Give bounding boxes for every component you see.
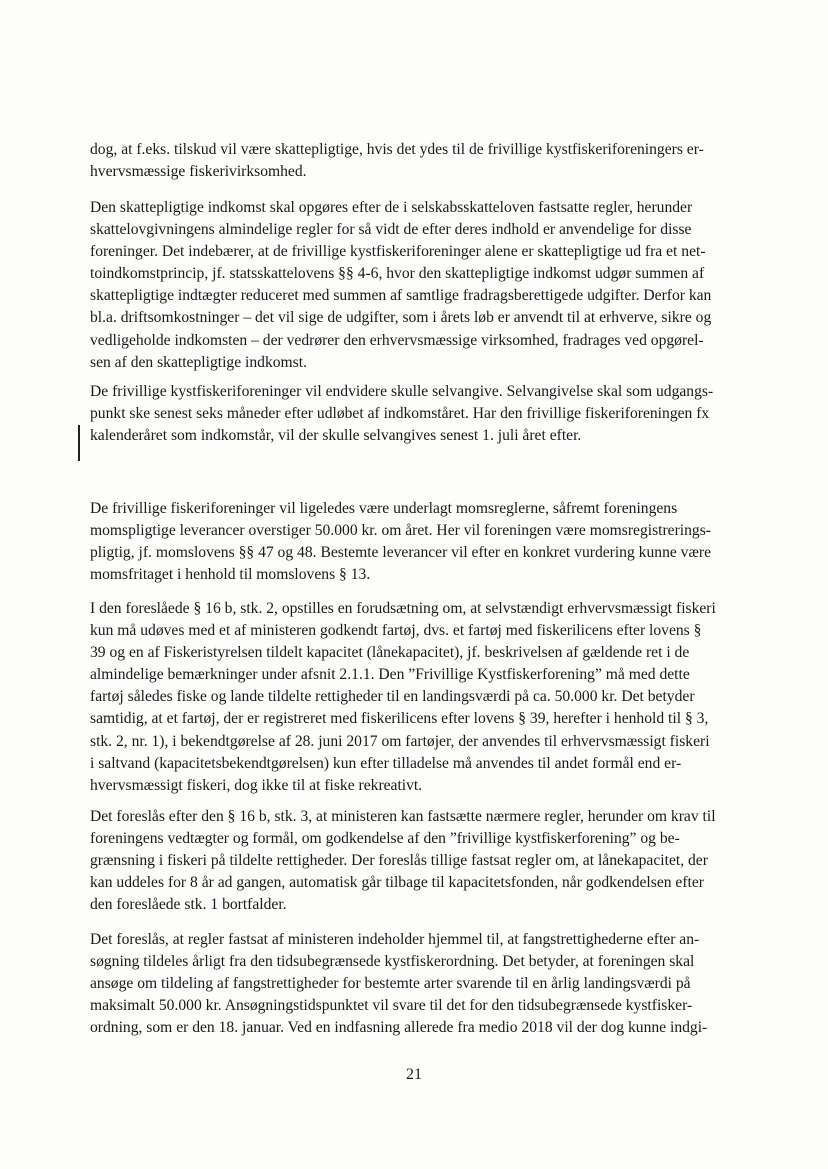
paragraph-moms bbox=[90, 498, 740, 586]
text-line: samtidig, at et fartøj, der er registreret med fiskerilicens efter lovens § 39, herefter i henhold til § 3, bbox=[90, 710, 709, 728]
text-line: ordning, som er den 18. januar. Ved en indfasning allerede fra medio 2018 vil der dog kunne indgi- bbox=[90, 1019, 708, 1037]
page-number: 21 bbox=[406, 1066, 422, 1083]
text-line: bl.a. driftsomkostninger – det vil sige de udgifter, som i årets løb er anvendt til at erhverve, sikre og bbox=[90, 309, 712, 327]
text-line: den foreslåede stk. 1 bortfalder. bbox=[90, 896, 287, 914]
text-line: dog, at f.eks. tilskud vil være skattepligtige, hvis det ydes til de frivillige kystfiskeriforeningers er- bbox=[90, 141, 704, 158]
text-line: hvervsmæssigt fiskeri, dog ikke til at fiske rekreativt. bbox=[90, 776, 423, 794]
text-line: De frivillige kystfiskeriforeninger vil endvidere skulle selvangive. Selvangivelse skal som udgangs- bbox=[90, 383, 714, 400]
paragraph-stk-2 bbox=[90, 598, 740, 797]
text-line: stk. 2, nr. 1), i bekendtgørelse af 28. juni 2017 om fartøjer, der anvendes til erhvervsmæssigt fiskeri bbox=[90, 732, 710, 750]
text-line: momspligtige leverancer overstiger 50.000 kr. om året. Her vil foreningen være momsregistrerings- bbox=[90, 522, 711, 540]
text-line: pligtig, jf. momslovens §§ 47 og 48. Bestemte leverancer vil efter en konkret vurdering kunne være bbox=[90, 544, 711, 562]
text-line: Det foreslås, at regler fastsat af ministeren indeholder hjemmel til, at fangstrettighederne efter an- bbox=[90, 931, 700, 948]
paragraph-fangstrettigheder bbox=[90, 929, 740, 1039]
text-line: Det foreslås efter den § 16 b, stk. 3, at ministeren kan fastsætte nærmere regler, herunder om krav til bbox=[90, 808, 716, 825]
text-line: skattelovgivningens almindelige regler for så vidt de efter deres indhold er anvendelige for disse bbox=[90, 221, 692, 239]
text-line: i saltvand (kapacitetsbekendtgørelsen) kun efter tilladelse må anvendes til andet formål end er- bbox=[90, 754, 682, 772]
text-line: ansøge om tildeling af fangstrettigheder for bestemte arter svarende til en årlig landingsværdi på bbox=[90, 975, 691, 993]
text-line: Den skattepligtige indkomst skal opgøres efter de i selskabsskatteloven fastsatte regler, herunder bbox=[90, 199, 693, 216]
text-line: grænsning i fiskeri på tildelte rettigheder. Der foreslås tillige fastsat regler om, at lånekapacitet, der bbox=[90, 852, 708, 870]
text-line: kalenderåret som indkomstår, vil der skulle selvangives senest 1. juli året efter. bbox=[90, 427, 582, 445]
text-line: 39 og en af Fiskeristyrelsen tildelt kapacitet (lånekapacitet), jf. beskrivelsen af gældende ret i de bbox=[90, 644, 690, 662]
paragraph-stk-3 bbox=[90, 806, 740, 916]
text-line: maksimalt 50.000 kr. Ansøgningstidspunktet vil svare til det for den tidsubegrænsede kystfisker- bbox=[90, 997, 693, 1015]
text-line: fartøj således fiske og lande tildelte rettigheder til en landingsværdi på ca. 50.000 kr. Det betyder bbox=[90, 688, 695, 706]
text-line: punkt ske senest seks måneder efter udløbet af indkomståret. Har den frivillige fiskeriforeningen fx bbox=[90, 405, 710, 423]
paragraph-tilskud bbox=[90, 139, 740, 183]
revision-bar bbox=[78, 425, 80, 461]
text-line: toindkomstprincip, jf. statsskattelovens §§ 4-6, hvor den skattepligtige indkomst udgør summen af bbox=[90, 265, 705, 283]
text-line: foreninger. Det indebærer, at de frivillige kystfiskeriforeninger alene er skattepligtige ud fra et net- bbox=[90, 243, 706, 261]
text-line: almindelige bemærkninger under afsnit 2.1.1. Den ”Frivillige Kystfiskerforening” må med dette bbox=[90, 666, 690, 684]
text-line: hvervsmæssige fiskerivirksomhed. bbox=[90, 163, 307, 181]
paragraph-selvangivelse bbox=[90, 381, 740, 447]
text-line: skattepligtige indtægter reduceret med summen af samtlige fradragsberettigede udgifter. Derfor kan bbox=[90, 287, 712, 305]
paragraph-skattepligtig-indkomst bbox=[90, 197, 740, 374]
text-line: søgning tildeles årligt fra den tidsubegrænsede kystfiskerordning. Det betyder, at foreningen skal bbox=[90, 953, 695, 971]
text-line: De frivillige fiskeriforeninger vil ligeledes være underlagt momsreglerne, såfremt foreningens bbox=[90, 500, 678, 517]
text-line: sen af den skattepligtige indkomst. bbox=[90, 353, 307, 371]
text-line: kun må udøves med et af ministeren godkendt fartøj, dvs. et fartøj med fiskerilicens efter lovens § bbox=[90, 622, 702, 640]
text-line: momsfritaget i henhold til momslovens § 13. bbox=[90, 566, 371, 584]
text-line: foreningens vedtægter og formål, om godkendelse af den ”frivillige kystfiskerforening” og be- bbox=[90, 830, 680, 848]
text-line: kan uddeles for 8 år ad gangen, automatisk går tilbage til kapacitetsfonden, når godkendelsen efter bbox=[90, 874, 704, 892]
text-line: vedligeholde indkomsten – der vedrører den erhvervsmæssige virksomhed, fradrages ved opgørel- bbox=[90, 331, 704, 349]
text-line: I den foreslåede § 16 b, stk. 2, opstilles en forudsætning om, at selvstændigt erhvervsmæssigt fiskeri bbox=[90, 600, 716, 617]
